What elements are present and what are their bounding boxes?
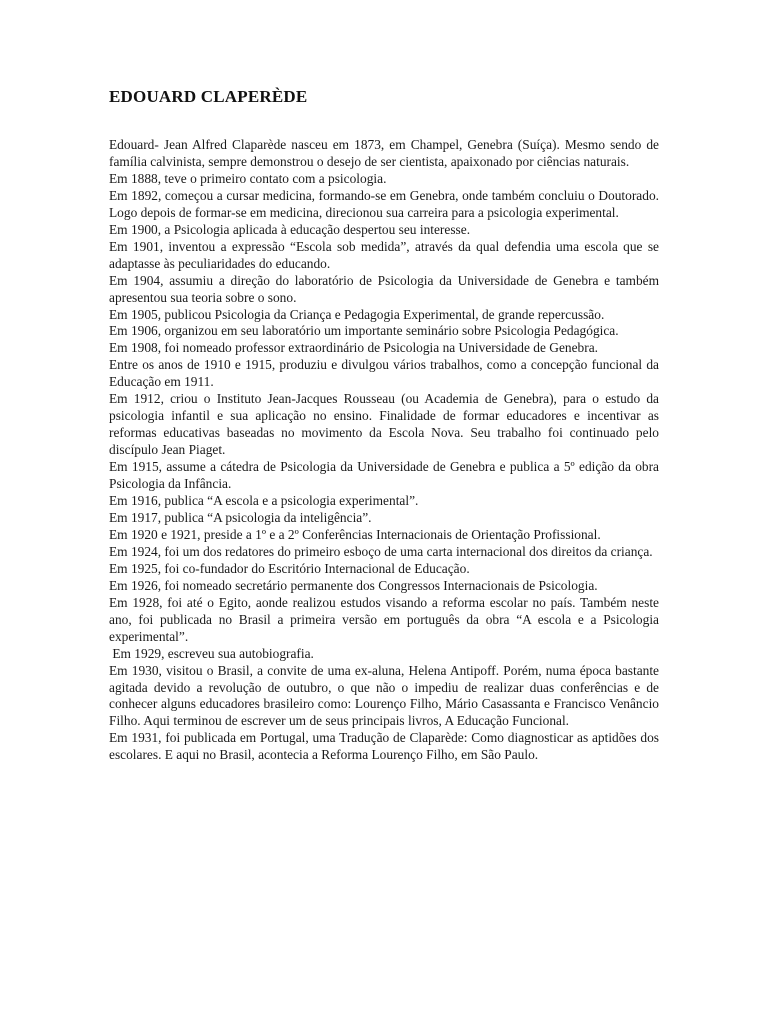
paragraph-1906: Em 1906, organizou em seu laboratório um importante seminário sobre Psicologia Pedagógica. — [109, 323, 619, 339]
paragraph-1916: Em 1916, publica “A escola e a psicologia experimental”. — [109, 493, 419, 509]
paragraph-1928: Em 1928, foi até o Egito, aonde realizou estudos visando a reforma escolar no país. Também neste ano, foi publicada no Brasil a primeira versão em português da obra “A escola e a Psicologia experimental”. — [109, 594, 659, 644]
paragraph-1888: Em 1888, teve o primeiro contato com a psicologia. — [109, 170, 387, 186]
paragraph-1917: Em 1917, publica “A psicologia da inteligência”. — [109, 509, 372, 525]
paragraph-1929: Em 1929, escreveu sua autobiografia. — [109, 645, 314, 661]
paragraph-1931: Em 1931, foi publicada em Portugal, uma Tradução de Claparède: Como diagnosticar as aptidões dos escolares. E aqui no Brasil, acontecia a Reforma Lourenço Filho, em São Paulo. — [109, 730, 659, 763]
paragraph-1908: Em 1908, foi nomeado professor extraordinário de Psicologia na Universidade de Genebra. — [109, 340, 598, 356]
paragraph-birth: Edouard- Jean Alfred Claparède nasceu em 1873, em Champel, Genebra (Suíça). Mesmo sendo de família calvinista, sempre demonstrou o desejo de ser cientista, apaixonado por ciências naturais. — [109, 137, 659, 169]
paragraph-1900: Em 1900, a Psicologia aplicada à educação despertou seu interesse. — [109, 221, 471, 237]
document-body — [109, 137, 659, 764]
paragraph-1930: Em 1930, visitou o Brasil, a convite de uma ex-aluna, Helena Antipoff. Porém, numa época bastante agitada devido a revolução de outubro, o que não o impediu de realizar duas conferências e de conhecer alguns educadores brasileiro como: Lourenço Filho, Mário Casassanta e Francisco Venâncio Filho. Aqui terminou de escrever um de seus principais livros, A Educação Funcional. — [109, 662, 659, 729]
paragraph-1912: Em 1912, criou o Instituto Jean-Jacques Rousseau (ou Academia de Genebra), para o estudo da psicologia infantil e sua aplicação no ensino. Finalidade de formar educadores e incentivar as reformas educativas baseadas no movimento da Escola Nova. Seu trabalho foi continuado pelo discípulo Jean Piaget. — [109, 391, 659, 458]
paragraph-1924: Em 1924, foi um dos redatores do primeiro esboço de uma carta internacional dos direitos da criança. — [109, 543, 653, 559]
paragraph-1901: Em 1901, inventou a expressão “Escola sob medida”, através da qual defendia uma escola que se adaptasse às peculiaridades do educando. — [109, 238, 659, 271]
paragraph-1892: Em 1892, começou a cursar medicina, formando-se em Genebra, onde também concluiu o Doutorado. Logo depois de formar-se em medicina, direcionou sua carreira para a psicologia experimental. — [109, 187, 659, 220]
paragraph-1910-1915: Entre os anos de 1910 e 1915, produziu e divulgou vários trabalhos, como a concepção funcional da Educação em 1911. — [109, 357, 659, 390]
paragraph-1915: Em 1915, assume a cátedra de Psicologia da Universidade de Genebra e publica a 5º edição da obra Psicologia da Infância. — [109, 459, 659, 492]
document-title: EDOUARD CLAPERÈDE — [109, 87, 308, 106]
paragraph-1926: Em 1926, foi nomeado secretário permanente dos Congressos Internacionais de Psicologia. — [109, 577, 598, 593]
paragraph-1904: Em 1904, assumiu a direção do laboratório de Psicologia da Universidade de Genebra e também apresentou sua teoria sobre o sono. — [109, 272, 659, 305]
paragraph-1925: Em 1925, foi co-fundador do Escritório Internacional de Educação. — [109, 560, 470, 576]
paragraph-1920-1921: Em 1920 e 1921, preside a 1º e a 2º Conferências Internacionais de Orientação Profissional. — [109, 526, 601, 542]
paragraph-1905: Em 1905, publicou Psicologia da Criança e Pedagogia Experimental, de grande repercussão. — [109, 306, 605, 322]
